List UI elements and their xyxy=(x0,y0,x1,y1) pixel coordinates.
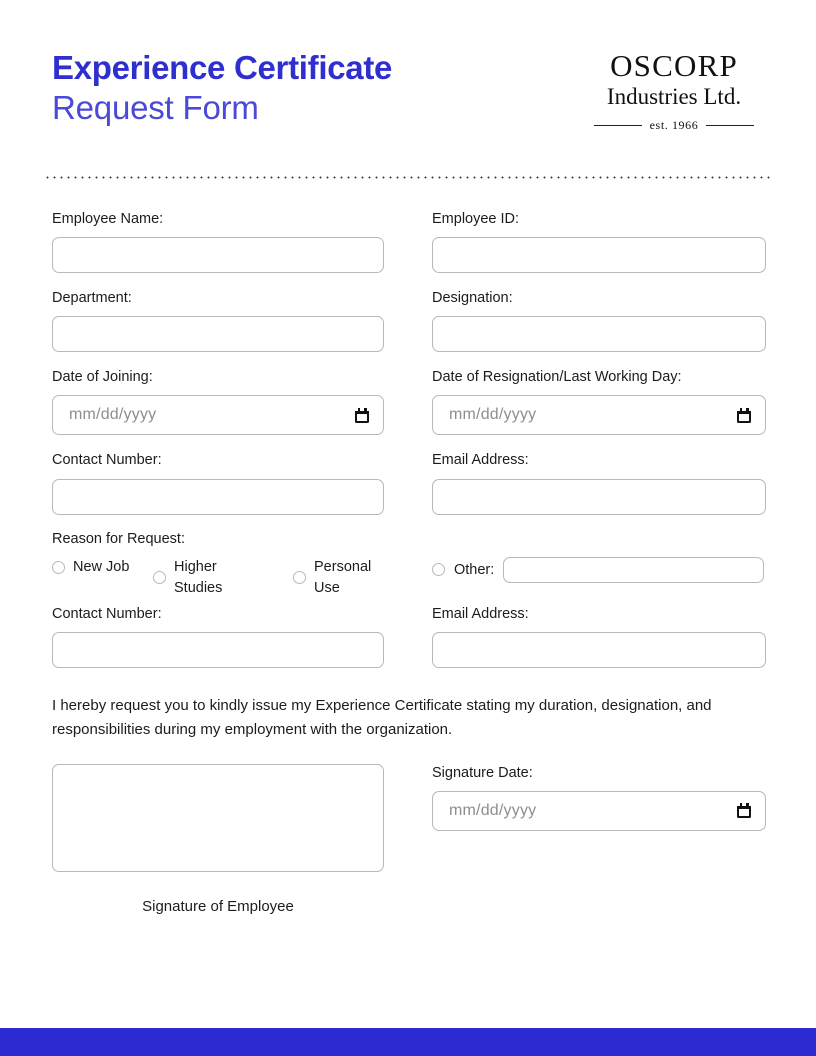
company-logo-subtitle: Industries Ltd. xyxy=(606,83,742,109)
date-of-joining-placeholder: mm/dd/yyyy xyxy=(69,406,157,424)
reason-for-request-group xyxy=(52,531,764,599)
company-logo-established xyxy=(584,118,764,133)
department-input[interactable] xyxy=(52,316,384,352)
reason-option-new-job[interactable] xyxy=(52,557,153,578)
reason-option-higher-studies[interactable] xyxy=(153,557,293,599)
contact-number-input[interactable] xyxy=(52,479,384,515)
page-title xyxy=(52,44,392,129)
calendar-icon[interactable] xyxy=(737,408,751,423)
employee-id-input[interactable] xyxy=(432,237,766,273)
company-logo-name: OSCORP xyxy=(610,48,738,83)
form-row-name-id xyxy=(52,210,764,273)
field-group-email-address xyxy=(432,451,766,514)
field-group-employee-name xyxy=(52,210,384,273)
company-logo-established-text: est. 1966 xyxy=(649,118,699,133)
field-group-department xyxy=(52,289,384,352)
page-title-line-1: Experience Certificate xyxy=(52,49,393,86)
field-group-employee-id xyxy=(432,210,766,273)
signature-caption: Signature of Employee xyxy=(142,897,294,915)
radio-icon[interactable] xyxy=(52,561,65,574)
contact-number-input-2[interactable] xyxy=(52,632,384,668)
signature-date-input[interactable] xyxy=(432,791,766,831)
field-group-contact-number xyxy=(52,451,384,514)
reason-for-request-label: Reason for Request: xyxy=(52,530,185,547)
signature-left xyxy=(52,764,384,915)
email-address-label: Email Address: xyxy=(432,452,529,469)
date-of-resignation-input[interactable] xyxy=(432,395,766,435)
reason-option-other xyxy=(432,557,764,583)
signature-section xyxy=(52,764,764,915)
signature-drawing-box[interactable] xyxy=(52,764,384,872)
reason-other-label: Other: xyxy=(454,561,495,578)
email-address-input-2[interactable] xyxy=(432,632,766,668)
radio-icon[interactable] xyxy=(432,563,445,576)
field-group-date-of-resignation xyxy=(432,368,766,435)
signature-date-placeholder: mm/dd/yyyy xyxy=(449,801,537,819)
calendar-icon[interactable] xyxy=(737,803,751,818)
date-of-joining-label: Date of Joining: xyxy=(52,369,153,386)
form-row-contact-email-2 xyxy=(52,605,764,668)
field-group-date-of-joining xyxy=(52,368,384,435)
date-of-resignation-placeholder: mm/dd/yyyy xyxy=(449,406,537,424)
reason-options-row xyxy=(52,557,764,599)
contact-number-label: Contact Number: xyxy=(52,452,162,469)
employee-name-input[interactable] xyxy=(52,237,384,273)
form-body xyxy=(52,210,764,915)
footer-accent-bar xyxy=(0,1028,816,1056)
form-header xyxy=(52,44,764,152)
signature-date-label: Signature Date: xyxy=(432,764,533,781)
field-group-designation xyxy=(432,289,766,352)
form-row-contact-email xyxy=(52,451,764,514)
reason-option-personal-use[interactable] xyxy=(293,557,423,599)
logo-rule-right xyxy=(706,125,754,126)
date-of-resignation-label: Date of Resignation/Last Working Day: xyxy=(432,369,682,386)
employee-name-label: Employee Name: xyxy=(52,211,164,227)
radio-icon[interactable] xyxy=(153,571,166,584)
calendar-icon[interactable] xyxy=(355,408,369,423)
field-group-email-address-2 xyxy=(432,605,766,668)
reason-option-label: New Job xyxy=(73,558,130,575)
department-label: Department: xyxy=(52,290,132,307)
email-address-label-2: Email Address: xyxy=(432,605,529,622)
designation-label: Designation: xyxy=(432,290,513,307)
company-logo xyxy=(584,44,764,133)
field-group-signature-date xyxy=(432,764,766,915)
reason-option-label: Higher Studies xyxy=(174,558,223,596)
designation-input[interactable] xyxy=(432,316,766,352)
header-divider xyxy=(44,176,772,179)
reason-option-label: Personal Use xyxy=(314,558,372,596)
form-row-dates xyxy=(52,368,764,435)
radio-icon[interactable] xyxy=(293,571,306,584)
employee-id-label: Employee ID: xyxy=(432,211,520,227)
date-of-joining-input[interactable] xyxy=(52,395,384,435)
contact-number-label-2: Contact Number: xyxy=(52,605,162,622)
page-title-line-2: Request Form xyxy=(52,88,259,126)
logo-rule-left xyxy=(594,125,642,126)
form-row-department-designation xyxy=(52,289,764,352)
field-group-contact-number-2 xyxy=(52,605,384,668)
declaration-text: I hereby request you to kindly issue my Experience Certificate stating my duration, designation, and responsibilities during my employment with the organization. xyxy=(52,696,712,738)
reason-other-input[interactable] xyxy=(503,557,764,583)
email-address-input[interactable] xyxy=(432,479,766,515)
